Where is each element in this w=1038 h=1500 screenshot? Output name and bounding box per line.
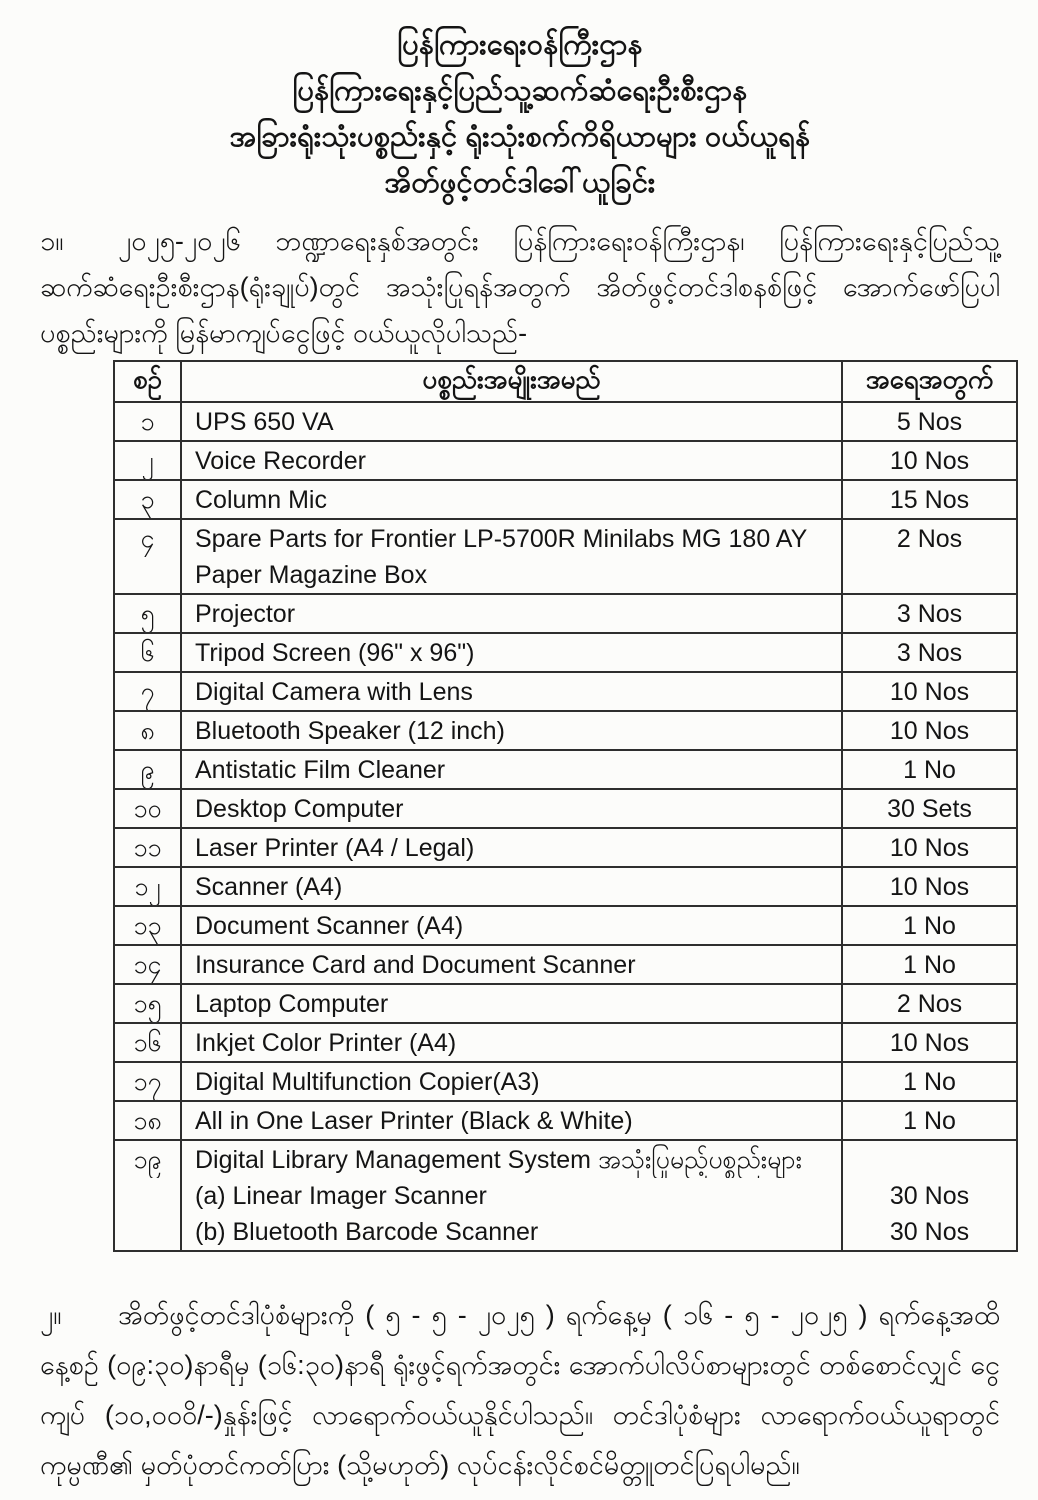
row-no-cell <box>114 828 181 867</box>
row-item-cell <box>181 1062 842 1101</box>
row-no-cell <box>114 1140 181 1251</box>
item-line: Spare Parts for Frontier LP-5700R Minilabs MG 180 AY <box>195 525 808 553</box>
qty-line: 3 Nos <box>896 600 963 628</box>
row-number: ၈ <box>140 717 155 745</box>
table-row <box>114 1101 1017 1140</box>
qty-line: 30 Nos <box>889 1182 970 1210</box>
row-no-cell <box>114 633 181 672</box>
row-item-cell <box>181 1101 842 1140</box>
qty-line <box>843 1142 1016 1178</box>
item-line: Antistatic Film Cleaner <box>195 756 446 784</box>
qty-line: 30 Sets <box>887 795 972 823</box>
header-item: ပစ္စည်းအမျိုးအမည် <box>181 361 842 402</box>
document-title-block <box>40 22 1000 206</box>
header-row <box>114 361 1017 402</box>
qty-line: 10 Nos <box>889 678 970 706</box>
table-row <box>114 750 1017 789</box>
item-line: Laptop Computer <box>195 990 389 1018</box>
item-line: Scanner (A4) <box>195 873 343 901</box>
row-no-cell <box>114 672 181 711</box>
table-row <box>114 906 1017 945</box>
row-no-cell <box>114 519 181 594</box>
item-line: Digital Library Management System အသုံးပြုမည့်ပစ္စည်းများ <box>195 1146 803 1174</box>
row-number: ၁၆ <box>133 1029 162 1057</box>
row-number: ၅ <box>140 600 155 628</box>
row-item-cell <box>181 519 842 594</box>
paragraph-1-number: ၁။ <box>40 226 64 256</box>
table-row <box>114 480 1017 519</box>
row-qty-cell <box>842 789 1017 828</box>
row-no-cell <box>114 867 181 906</box>
item-line: (b) Bluetooth Barcode Scanner <box>195 1218 539 1246</box>
qty-line: 10 Nos <box>889 717 970 745</box>
row-qty-cell <box>842 672 1017 711</box>
row-number: ၁၈ <box>133 1107 162 1135</box>
row-qty-cell <box>842 441 1017 480</box>
row-number: ၂ <box>141 447 154 475</box>
row-number: ၁၁ <box>133 834 162 862</box>
item-line: UPS 650 VA <box>195 408 334 436</box>
row-item-cell <box>181 828 842 867</box>
qty-line: 10 Nos <box>889 834 970 862</box>
table-row <box>114 711 1017 750</box>
row-item-cell <box>181 789 842 828</box>
item-line: Document Scanner (A4) <box>195 912 464 940</box>
qty-line: 1 No <box>903 912 956 940</box>
row-item-cell <box>181 594 842 633</box>
paragraph-2-number: ၂။ <box>40 1300 62 1330</box>
item-line: Paper Magazine Box <box>195 561 428 589</box>
item-line: Column Mic <box>195 486 327 514</box>
item-line: Inkjet Color Printer (A4) <box>195 1029 457 1057</box>
row-no-cell <box>114 402 181 441</box>
item-line: Bluetooth Speaker (12 inch) <box>195 717 505 745</box>
row-item-cell <box>181 480 842 519</box>
row-qty-cell <box>842 828 1017 867</box>
qty-line: 15 Nos <box>889 486 970 514</box>
items-table-header <box>114 361 1017 402</box>
row-item-cell <box>181 402 842 441</box>
row-qty-cell <box>842 867 1017 906</box>
items-table <box>113 360 1018 1252</box>
qty-line: 10 Nos <box>889 1029 970 1057</box>
row-item-cell <box>181 984 842 1023</box>
item-line: Projector <box>195 600 296 628</box>
item-line: Insurance Card and Document Scanner <box>195 951 636 979</box>
row-item-cell <box>181 1140 842 1251</box>
table-row <box>114 1140 1017 1251</box>
item-line: Digital Multifunction Copier(A3) <box>195 1068 540 1096</box>
row-number: ၃ <box>140 486 155 514</box>
qty-line: 10 Nos <box>889 447 970 475</box>
qty-line: 5 Nos <box>896 408 963 436</box>
row-number: ၁၅ <box>133 990 162 1018</box>
qty-line: 30 Nos <box>889 1218 970 1246</box>
item-line: Voice Recorder <box>195 447 366 475</box>
table-row <box>114 519 1017 594</box>
row-no-cell <box>114 945 181 984</box>
row-number: ၁၀ <box>133 795 162 823</box>
row-qty-cell <box>842 906 1017 945</box>
row-item-cell <box>181 672 842 711</box>
row-item-cell <box>181 945 842 984</box>
title-line-department: ပြန်ကြားရေးနှင့်ပြည်သူ့ဆက်ဆံရေးဦးစီးဌာန <box>292 75 748 107</box>
qty-line: 10 Nos <box>889 873 970 901</box>
table-row <box>114 594 1017 633</box>
item-line: Desktop Computer <box>195 795 404 823</box>
item-line: Digital Camera with Lens <box>195 678 473 706</box>
row-qty-cell <box>842 711 1017 750</box>
title-line-subject: အခြားရုံးသုံးပစ္စည်းနှင့် ရုံးသုံးစက်ကိရိယာများ ဝယ်ယူရန် <box>229 121 811 153</box>
row-no-cell <box>114 594 181 633</box>
table-row <box>114 1023 1017 1062</box>
row-number: ၁၉ <box>133 1146 162 1174</box>
row-no-cell <box>114 1101 181 1140</box>
row-qty-cell <box>842 480 1017 519</box>
row-no-cell <box>114 1023 181 1062</box>
row-qty-cell <box>842 1101 1017 1140</box>
row-no-cell <box>114 480 181 519</box>
paragraph-1 <box>40 218 1000 356</box>
table-row <box>114 789 1017 828</box>
items-table-body <box>114 402 1017 1251</box>
row-no-cell <box>114 441 181 480</box>
paragraph-2-text: အိတ်ဖွင့်တင်ဒါပုံစံများကို ( ၅ - ၅ - ၂၀၂၅ ) ရက်နေ့မှ ( ၁၆ - ၅ - ၂၀၂၅ ) ရက်နေ့အထိ နေ့စဉ် (၀၉:၃၀)နာရီမှ (၁၆:၃၀)နာရီ ရုံးဖွင့်ရက်အတွင်း အောက်ပါလိပ်စာများတွင် တစ်စောင်လျှင် ငွေကျပ် (၁၀,၀၀၀ိ/-)နှုန်းဖြင့် လာရောက်ဝယ်ယူနိုင်ပါသည်။ တင်ဒါပုံစံများ လာရောက်ဝယ်ယူရာတွင် ကုမ္ပဏီ၏ မှတ်ပုံတင်ကတ်ပြား (သို့မဟုတ်) လုပ်ငန်းလိုင်စင်မိတ္တူတင်ပြရပါမည်။ <box>40 1300 1000 1480</box>
qty-line: 2 Nos <box>896 525 963 553</box>
row-qty-cell <box>842 402 1017 441</box>
item-line: Laser Printer (A4 / Legal) <box>195 834 475 862</box>
row-number: ၁၄ <box>133 951 162 979</box>
table-row <box>114 828 1017 867</box>
row-qty-cell <box>842 750 1017 789</box>
qty-line: 1 No <box>903 1068 956 1096</box>
row-number: ၁၃ <box>133 912 162 940</box>
table-row <box>114 867 1017 906</box>
row-no-cell <box>114 789 181 828</box>
row-number: ၇ <box>140 678 155 706</box>
row-qty-cell <box>842 1140 1017 1251</box>
qty-line: 3 Nos <box>896 639 963 667</box>
row-no-cell <box>114 1062 181 1101</box>
row-number: ၁ <box>140 408 155 436</box>
qty-line: 1 No <box>903 1107 956 1135</box>
row-no-cell <box>114 984 181 1023</box>
table-row <box>114 945 1017 984</box>
item-line: (a) Linear Imager Scanner <box>195 1182 487 1210</box>
row-number: ၄ <box>140 525 155 553</box>
header-qty: အရေအတွက် <box>842 361 1017 402</box>
row-qty-cell <box>842 633 1017 672</box>
row-number: ၁၂ <box>134 873 161 901</box>
qty-line <box>843 557 1016 593</box>
row-item-cell <box>181 906 842 945</box>
table-row <box>114 441 1017 480</box>
qty-line: 2 Nos <box>896 990 963 1018</box>
qty-line: 1 No <box>903 951 956 979</box>
item-line: All in One Laser Printer (Black & White) <box>195 1107 633 1135</box>
table-row <box>114 672 1017 711</box>
row-item-cell <box>181 711 842 750</box>
header-no: စဉ် <box>114 361 181 402</box>
row-qty-cell <box>842 594 1017 633</box>
row-item-cell <box>181 633 842 672</box>
row-no-cell <box>114 750 181 789</box>
row-qty-cell <box>842 1023 1017 1062</box>
row-number: ၉ <box>140 756 155 784</box>
row-number: ၁၇ <box>133 1068 162 1096</box>
row-no-cell <box>114 711 181 750</box>
title-line-tender: အိတ်ဖွင့်တင်ဒါခေါ်ယူခြင်း <box>384 167 656 199</box>
row-qty-cell <box>842 945 1017 984</box>
item-line: Tripod Screen (96" x 96") <box>195 639 475 667</box>
row-item-cell <box>181 867 842 906</box>
table-row <box>114 1062 1017 1101</box>
paragraph-2 <box>40 1290 1000 1490</box>
table-row <box>114 402 1017 441</box>
row-item-cell <box>181 750 842 789</box>
row-qty-cell <box>842 984 1017 1023</box>
row-item-cell <box>181 1023 842 1062</box>
table-row <box>114 984 1017 1023</box>
paragraph-1-text: ၂၀၂၅-၂၀၂၆ ဘဏ္ဍာရေးနှစ်အတွင်း ပြန်ကြားရေးဝန်ကြီးဌာန၊ ပြန်ကြားရေးနှင့်ပြည်သူ့ ဆက်ဆံရေးဦးစီးဌာန(ရုံးချုပ်)တွင် အသုံးပြုရန်အတွက် အိတ်ဖွင့်တင်ဒါစနစ်ဖြင့် အောက်ဖော်ပြပါ ပစ္စည်းများကို မြန်မာကျပ်ငွေဖြင့် ဝယ်ယူလိုပါသည်- <box>40 226 1000 348</box>
row-qty-cell <box>842 1062 1017 1101</box>
row-item-cell <box>181 441 842 480</box>
row-qty-cell <box>842 519 1017 594</box>
row-no-cell <box>114 906 181 945</box>
title-line-ministry: ပြန်ကြားရေးဝန်ကြီးဌာန <box>397 29 643 61</box>
table-row <box>114 633 1017 672</box>
qty-line: 1 No <box>903 756 956 784</box>
row-number: ၆ <box>140 639 155 667</box>
